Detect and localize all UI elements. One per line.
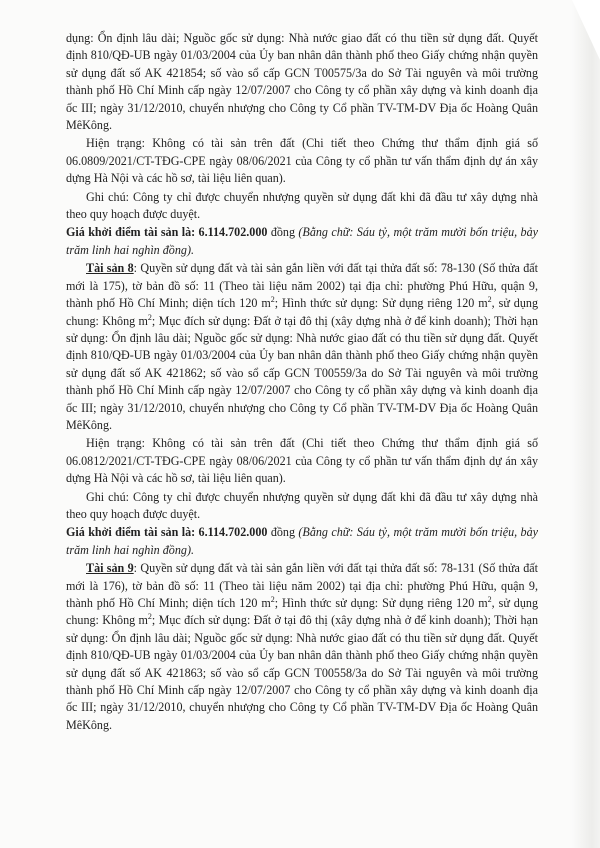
- asset-8-price-label: Giá khởi điểm tài sản là: 6.114.702.000: [66, 525, 268, 540]
- asset-8-text-d: ; Mục đích sử dụng: Đất ở tại đô thị (xây dựng nhà ở để kinh doanh); Thời hạn sử dụng: Ổn định lâu dài; Nguồc gốc sử dụng: Nhà nước giao đất có thu tiền sử dụng đất. Quyết định 810/QĐ-UB ngày 01/03/2004 của Ủy ban nhân dân thành phố theo Giấy chứng nhận quyền sử dụng đất số AK 421862; số vào sổ cấp GCN T00559/3a do Sở Tài nguyên và môi trường thành phố Hồ Chí Minh cấp ngày 12/07/2007 cho Công ty cổ phần xây dựng và kinh doanh địa ốc III; ngày 31/12/2010, chuyển nhượng cho Công ty Cổ phần TV-TM-DV Địa ốc Hoàng Quân MêKông.: [66, 313, 538, 432]
- asset-9-paragraph: [66, 560, 538, 734]
- asset-8-note-paragraph: Ghi chú: Công ty chỉ được chuyển nhượng quyền sử dụng đất khi đã đầu tư xây dựng nhà theo quy hoạch được duyệt.: [66, 489, 538, 521]
- asset-9-text-c: , sử dụng chung: Không m: [66, 596, 538, 628]
- continued-paragraph: dụng: Ổn định lâu dài; Nguồc gốc sử dụng: Nhà nước giao đất có thu tiền sử dụng đất. Quyết định 810/QĐ-UB ngày 01/03/2004 của Ủy ban nhân dân thành phố theo Giấy chứng nhận quyền sử dụng đất số AK 421854; số vào sổ cấp GCN T00575/3a do Sở Tài nguyên và môi trường thành phố Hồ Chí Minh cấp ngày 12/07/2007 cho Công ty cổ phần xây dựng và kinh doanh địa ốc III; ngày 31/12/2010, chuyển nhượng cho Công ty Cổ phần TV-TM-DV Địa ốc Hoàng Quân MêKông.: [66, 31, 538, 133]
- asset-8-paragraph: [66, 260, 538, 434]
- superscript: 2: [270, 295, 275, 305]
- asset-8-text-c: , sử dụng chung: Không m: [66, 296, 538, 328]
- price-unit: đồng: [267, 225, 299, 240]
- asset-8-title: Tài sản 8: [86, 261, 134, 276]
- superscript: 2: [270, 594, 275, 604]
- asset-8-text-b: ; Hình thức sử dụng: Sử dụng riêng 120 m: [274, 296, 488, 311]
- price-unit: đồng: [267, 525, 299, 540]
- price-in-words: (Bằng chữ: Sáu tỷ, một trăm mười bốn triệu, bảy trăm linh hai nghìn đồng).: [66, 525, 539, 557]
- superscript: 2: [147, 612, 152, 622]
- status-paragraph: Hiện trạng: Không có tài sản trên đất (Chi tiết theo Chứng thư thẩm định giá số 06.0809/2021/CT-TĐG-CPE ngày 08/06/2021 của Công ty cổ phần tư vấn thẩm định dự án xây dựng Hà Nội và các hồ sơ, tài liệu liên quan).: [66, 136, 538, 186]
- page-edge-shadow: [572, 0, 600, 848]
- note-paragraph: Ghi chú: Công ty chỉ được chuyển nhượng quyền sử dụng đất khi đã đầu tư xây dựng nhà theo quy hoạch được duyệt.: [66, 189, 538, 222]
- starting-price-label: Giá khởi điểm tài sản là: 6.114.702.000: [66, 225, 268, 240]
- price-in-words: (Bằng chữ: Sáu tỷ, một trăm mười bốn triệu, bảy trăm linh hai nghìn đồng).: [66, 225, 539, 257]
- asset-9-text-a: : Quyền sử dụng đất và tài sản gắn liền với đất tại thửa đất số: 78-131 (Số thửa đất mới là 176), tờ bản đồ số: 11 (Theo tài liệu năm 2002) tại địa chỉ: phường Phú Hữu, quận 9, thành phố Hồ Chí Minh; diện tích 120 m: [66, 561, 539, 610]
- asset-8-status-paragraph: Hiện trạng: Không có tài sản trên đất (Chi tiết theo Chứng thư thẩm định giá số 06.0812/2021/CT-TĐG-CPE ngày 08/06/2021 của Công ty cổ phần tư vấn thẩm định dự án xây dựng Hà Nội và các hồ sơ, tài liệu liên quan).: [66, 436, 538, 486]
- asset-9-title: Tài sản 9: [86, 561, 134, 576]
- superscript: 2: [147, 312, 152, 322]
- superscript: 2: [487, 594, 492, 604]
- asset-8-price-paragraph: [66, 524, 538, 559]
- superscript: 2: [487, 295, 492, 305]
- starting-price-paragraph: [66, 224, 538, 259]
- page-corner: [572, 0, 600, 60]
- asset-9-text-d: ; Mục đích sử dụng: Đất ở tại đô thị (xây dựng nhà ở để kinh doanh); Thời hạn sử dụng: Ổn định lâu dài; Nguồc gốc sử dụng: Nhà nước giao đất có thu tiền sử dụng đất. Quyết định 810/QĐ-UB ngày 01/03/2004 của Ủy ban nhân dân thành phố theo Giấy chứng nhận quyền sử dụng đất số AK 421863; số vào sổ cấp GCN T00558/3a do Sở Tài nguyên và môi trường thành phố Hồ Chí Minh cấp ngày 12/07/2007 cho Công ty cổ phần xây dựng và kinh doanh địa ốc III; ngày 31/12/2010, chuyển nhượng cho Công ty Cổ phần TV-TM-DV Địa ốc Hoàng Quân MêKông.: [66, 613, 538, 732]
- asset-9-text-b: ; Hình thức sử dụng: Sử dụng riêng 120 m: [274, 596, 488, 610]
- asset-8-text-a: : Quyền sử dụng đất và tài sản gắn liền với đất tại thửa đất số: 78-130 (Số thửa đất mới là 175), tờ bản đồ số: 11 (Theo tài liệu năm 2002) tại địa chỉ: phường Phú Hữu, quận 9, thành phố Hồ Chí Minh; diện tích 120 m: [66, 261, 539, 311]
